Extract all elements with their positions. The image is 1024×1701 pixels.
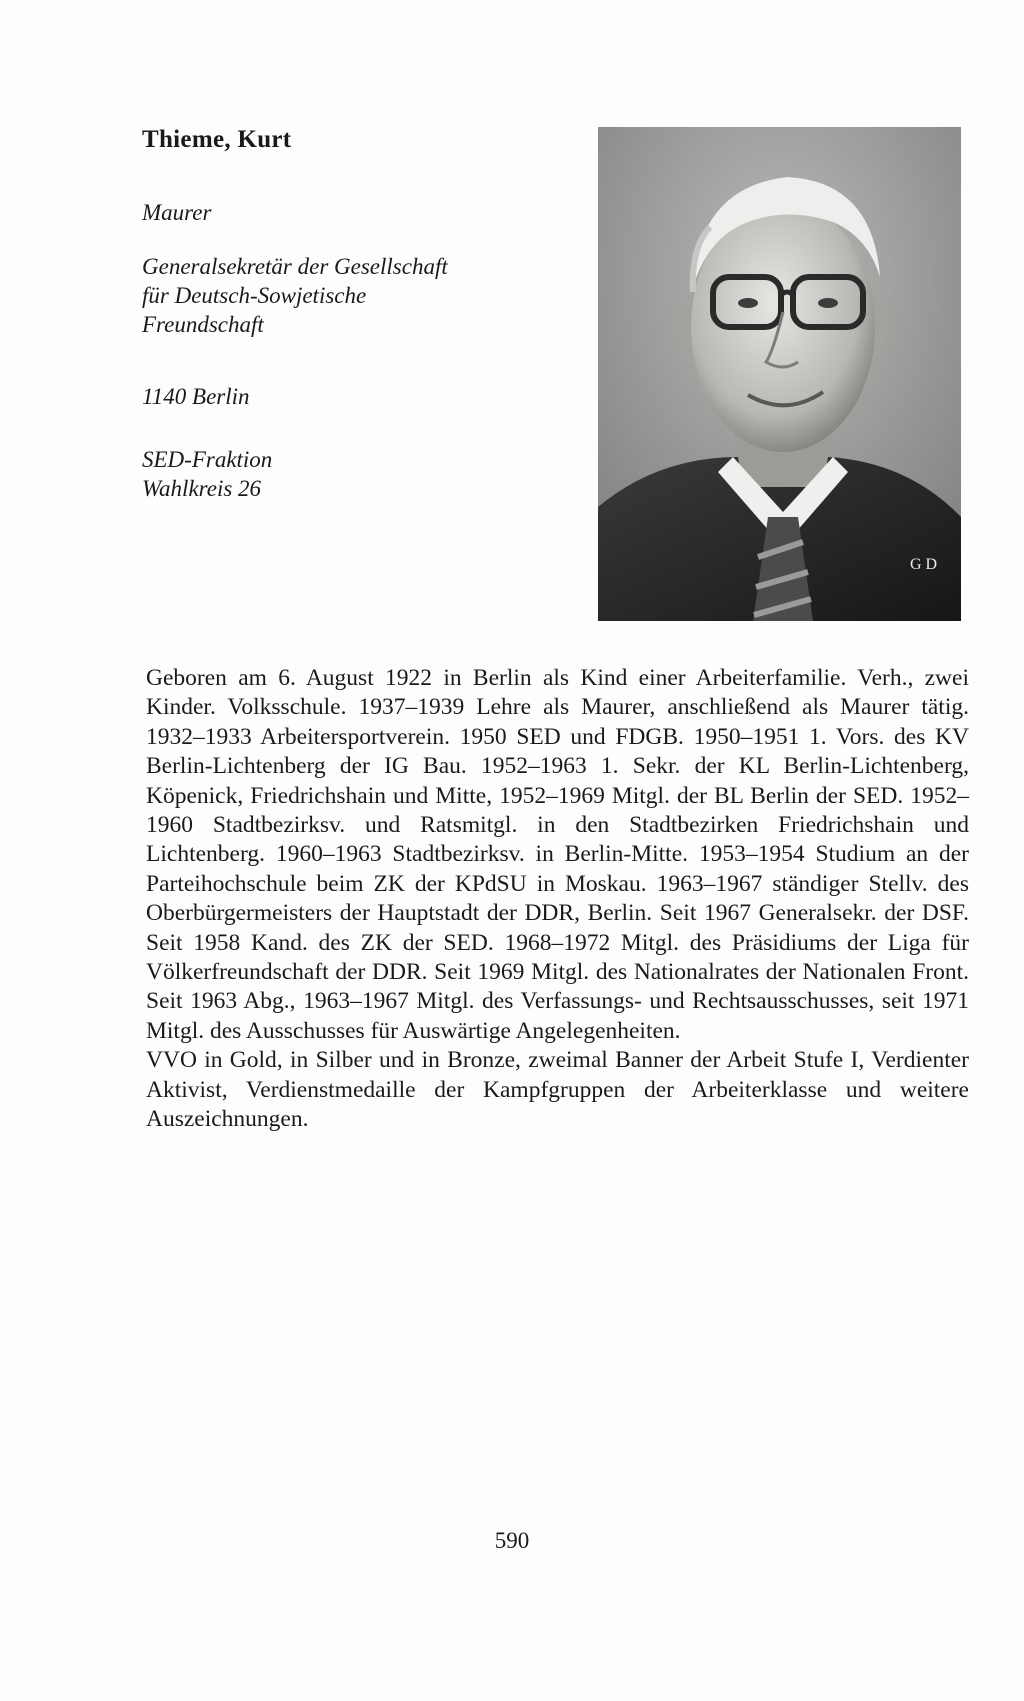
- occupation-text: Maurer: [142, 200, 212, 225]
- photo-signature: G D: [910, 556, 938, 573]
- occupation: [142, 198, 211, 227]
- city-text: 1140 Berlin: [142, 384, 250, 409]
- constituency: Wahlkreis 26: [142, 476, 262, 501]
- faction: SED-Fraktion: [142, 447, 273, 472]
- person-name: Thieme, Kurt: [142, 126, 292, 153]
- position-line: für Deutsch-Sowjetische: [142, 283, 367, 308]
- faction-block: [142, 445, 272, 503]
- portrait-illustration: [598, 127, 961, 621]
- position-block: [142, 252, 448, 339]
- page-number: 590: [494, 1528, 530, 1553]
- bio-paragraph: VVO in Gold, in Silber und in Bronze, zweimal Banner der Arbeit Stufe I, Verdienter Aktivist, Verdienstmedaille der Kampfgruppen der Arbeiterklasse und weitere Auszeichnungen.: [146, 1047, 969, 1133]
- portrait-photo: [598, 127, 961, 621]
- bio-paragraph: Geboren am 6. August 1922 in Berlin als Kind einer Arbeiterfamilie. Verh., zwei Kinder. Volksschule. 1937–1939 Lehre als Maurer, anschließend als Maurer tätig. 1932–1933 Arbeitersportverein. 1950 SED und FDGB. 1950–1951 1. Vors. des KV Berlin-Lichtenberg der IG Bau. 1952–1963 1. Sekr. der KL Berlin-Lichtenberg, Köpenick, Friedrichshain und Mitte, 1952–1969 Mitgl. der BL Berlin der SED. 1952–1960 Stadtbezirksv. und Ratsmitgl. in den Stadtbezirken Friedrichshain und Lichtenberg. 1960–1963 Stadtbezirksv. in Berlin-Mitte. 1953–1954 Studium an der Parteihochschule beim ZK der KPdSU in Moskau. 1963–1967 ständiger Stellv. des Oberbürgermeisters der Hauptstadt der DDR, Berlin. Seit 1967 Generalsekr. der DSF. Seit 1958 Kand. des ZK der SED. 1968–1972 Mitgl. des Präsidiums der Liga für Völkerfreundschaft der DDR. Seit 1969 Mitgl. des Nationalrates der Nationalen Front. Seit 1963 Abg., 1963–1967 Mitgl. des Verfassungs- und Rechtsausschusses, seit 1971 Mitgl. des Ausschusses für Auswärtige Angelegenheiten.: [146, 665, 969, 1044]
- position-line: Generalsekretär der Gesellschaft: [142, 254, 448, 279]
- biography: [146, 664, 969, 1135]
- position-line: Freundschaft: [142, 312, 264, 337]
- city: [142, 382, 250, 411]
